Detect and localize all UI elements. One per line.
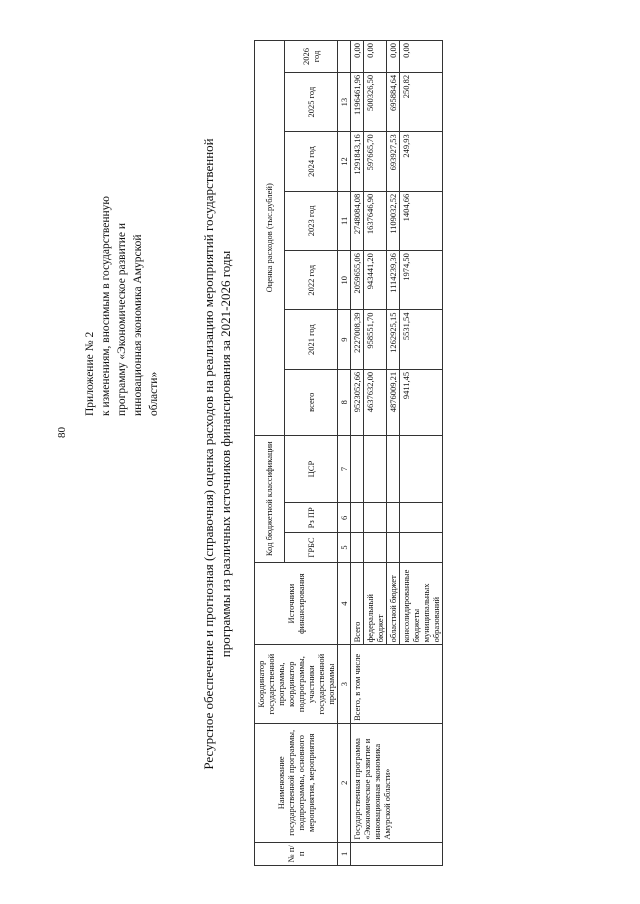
- header-2023: 2023 год: [284, 191, 337, 250]
- index-cell: 5: [338, 533, 351, 563]
- y2025-cell: 250,82: [400, 72, 443, 131]
- rzpr-cell: [351, 503, 364, 533]
- y2024-cell: 597665,70: [364, 132, 387, 191]
- header-name: Наименование государственной программы, подпрограммы, основного мероприятия, мероприятия: [255, 723, 338, 842]
- index-cell: 9: [338, 310, 351, 369]
- row-num: [351, 842, 443, 865]
- index-row: [338, 41, 351, 866]
- header-grbs: ГРБС: [284, 533, 337, 563]
- total-cell: 4876009,21: [387, 369, 400, 435]
- y2026-cell: 0,00: [364, 41, 387, 73]
- index-cell: 4: [338, 562, 351, 645]
- total-cell: 9411,45: [400, 369, 443, 435]
- index-cell: 12: [338, 132, 351, 191]
- source-cell: областной бюджет: [387, 562, 400, 645]
- index-cell: 7: [338, 435, 351, 503]
- appendix-line: Приложение № 2: [84, 331, 96, 416]
- grbs-cell: [364, 533, 387, 563]
- index-cell: [338, 41, 351, 73]
- csr-cell: [400, 435, 443, 503]
- index-cell: 8: [338, 369, 351, 435]
- y2021-cell: 5531,54: [400, 310, 443, 369]
- csr-cell: [364, 435, 387, 503]
- y2026-cell: 0,00: [400, 41, 443, 73]
- y2024-cell: 693927,53: [387, 132, 400, 191]
- y2024-cell: 249,93: [400, 132, 443, 191]
- y2026-cell: 0,00: [351, 41, 364, 73]
- table-row: [351, 41, 364, 866]
- source-cell: консолидированные бюджеты муниципальных образований: [400, 562, 443, 645]
- header-csr: ЦСР: [284, 435, 337, 503]
- y2025-cell: 1196461,96: [351, 72, 364, 131]
- y2022-cell: 943441,20: [364, 251, 387, 310]
- rzpr-cell: [387, 503, 400, 533]
- y2025-cell: 500326,50: [364, 72, 387, 131]
- header-rzpr: Рз ПР: [284, 503, 337, 533]
- y2021-cell: 1262925,15: [387, 310, 400, 369]
- source-cell: федеральный бюджет: [364, 562, 387, 645]
- y2023-cell: 2748084,08: [351, 191, 364, 250]
- y2021-cell: 958551,70: [364, 310, 387, 369]
- title-line: программы из различных источников финансирования за 2021-2026 годы: [218, 250, 233, 658]
- rzpr-cell: [400, 503, 443, 533]
- y2022-cell: 1974,50: [400, 251, 443, 310]
- index-cell: 2: [338, 723, 351, 842]
- coordinator: Всего, в том числе: [351, 645, 443, 723]
- index-cell: 3: [338, 645, 351, 723]
- header-expenses: Оценка расходов (тыс.рублей): [255, 41, 285, 436]
- appendix-note: [82, 146, 162, 416]
- header-total: всего: [284, 369, 337, 435]
- page-number: 80: [56, 427, 68, 438]
- index-cell: 11: [338, 191, 351, 250]
- appendix-line: программу «Экономическое развитие и инновационная экономика Амурской: [116, 222, 144, 416]
- y2021-cell: 2227008,39: [351, 310, 364, 369]
- header-source: Источники финансирования: [255, 562, 338, 645]
- grbs-cell: [351, 533, 364, 563]
- y2025-cell: 695884,64: [387, 72, 400, 131]
- header-num: № п/п: [255, 842, 338, 865]
- csr-cell: [351, 435, 364, 503]
- header-2024: 2024 год: [284, 132, 337, 191]
- grbs-cell: [387, 533, 400, 563]
- total-cell: 9523052,66: [351, 369, 364, 435]
- index-cell: 10: [338, 251, 351, 310]
- program-name: Государственная программа «Экономическое развитие и инновационная экономика Амурской области»: [351, 723, 443, 842]
- y2024-cell: 1291843,16: [351, 132, 364, 191]
- header-coordinator: Координатор государственной программы, координатор подпрограммы, участники государственной программы: [255, 645, 338, 723]
- rzpr-cell: [364, 503, 387, 533]
- appendix-line: к изменениям, вносимым в государственную: [100, 196, 112, 416]
- y2022-cell: 1114239,36: [387, 251, 400, 310]
- grbs-cell: [400, 533, 443, 563]
- document-title: [200, 74, 234, 834]
- appendix-line: области»: [148, 371, 160, 416]
- title-line: Ресурсное обеспечение и прогнозная (справочная) оценка расходов на реализацию мероприятий государственной: [201, 138, 216, 770]
- header-2025: 2025 год: [284, 72, 337, 131]
- y2023-cell: 1404,66: [400, 191, 443, 250]
- y2026-cell: 0,00: [387, 41, 400, 73]
- header-budget-code: Код бюджетной классификации: [255, 435, 285, 562]
- source-cell: Всего: [351, 562, 364, 645]
- total-cell: 4637632,00: [364, 369, 387, 435]
- header-2022: 2022 год: [284, 251, 337, 310]
- index-cell: 6: [338, 503, 351, 533]
- header-2026: 2026 год: [284, 41, 337, 73]
- index-cell: 1: [338, 842, 351, 865]
- resources-table: [254, 40, 443, 866]
- y2023-cell: 1109032,52: [387, 191, 400, 250]
- index-cell: 13: [338, 72, 351, 131]
- y2022-cell: 2059655,06: [351, 251, 364, 310]
- csr-cell: [387, 435, 400, 503]
- y2023-cell: 1637646,90: [364, 191, 387, 250]
- header-2021: 2021 год: [284, 310, 337, 369]
